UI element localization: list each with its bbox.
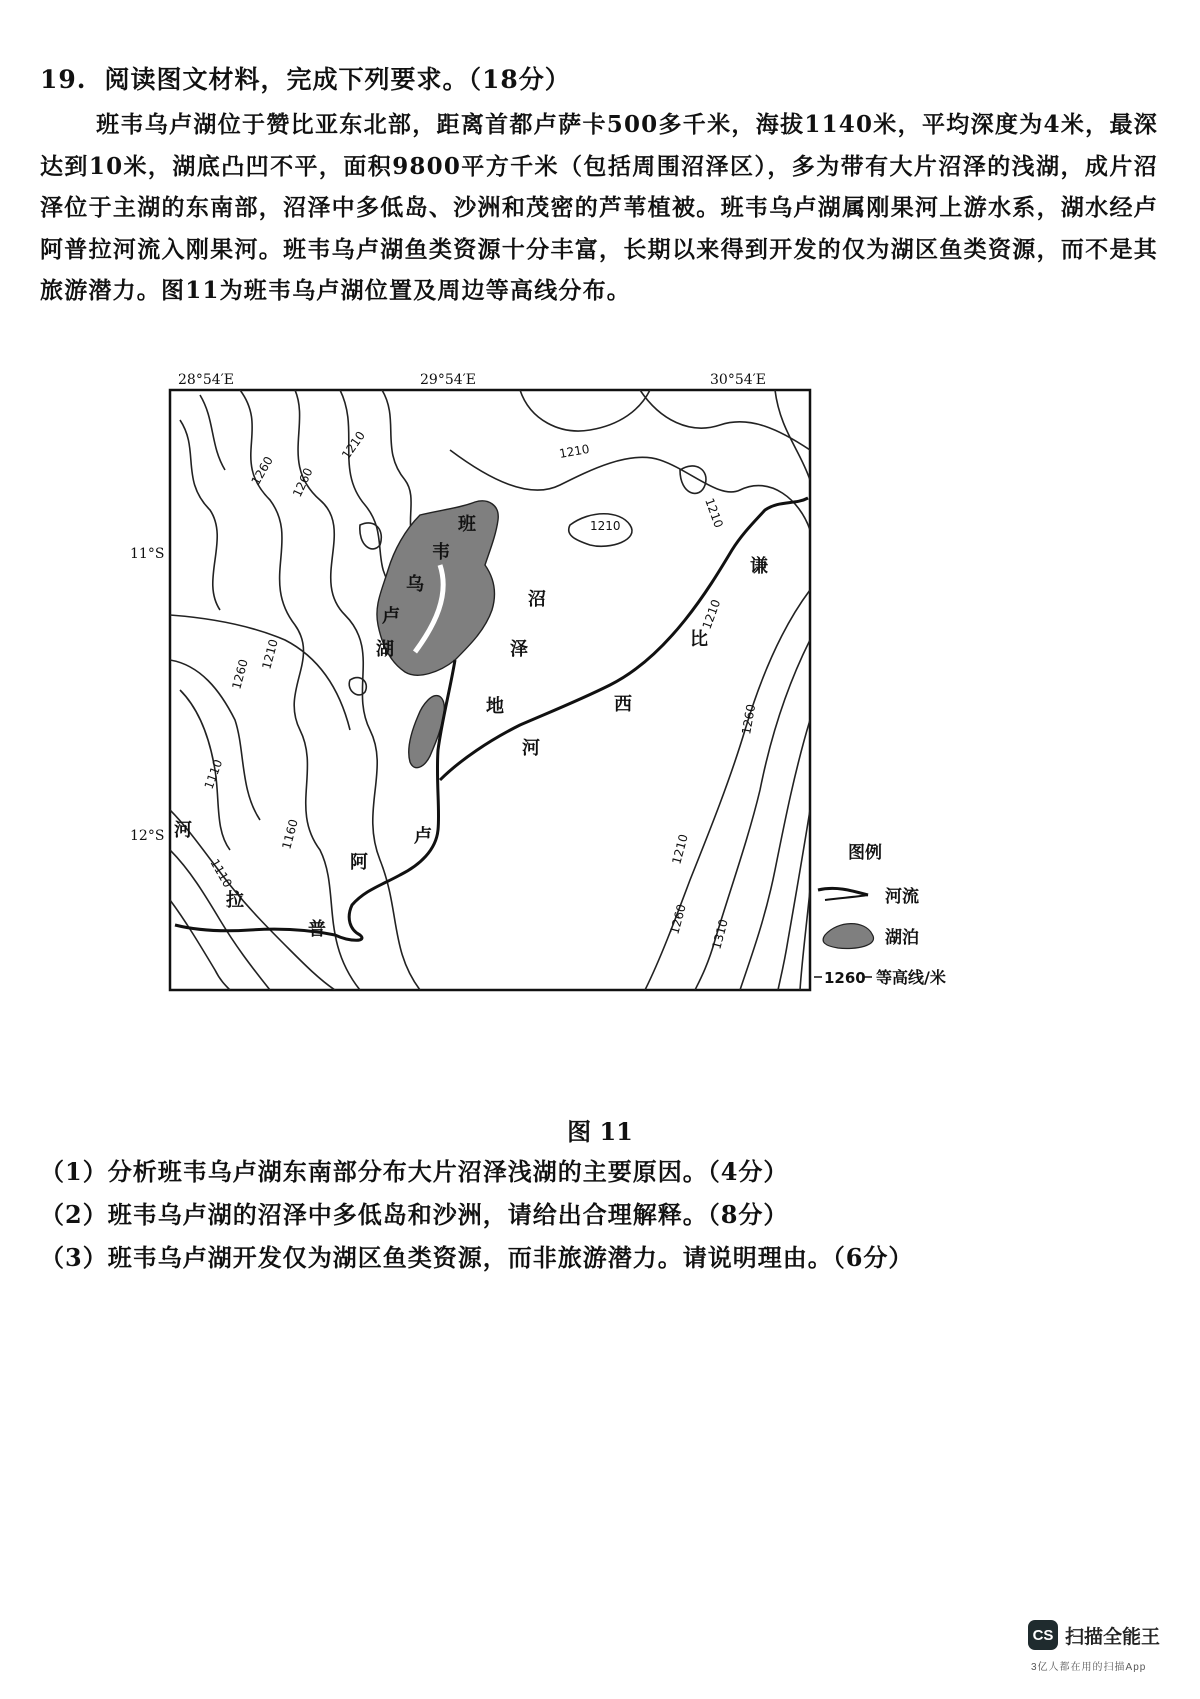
legend-river-symbol (825, 895, 868, 900)
luapula-river (175, 657, 455, 940)
lon-label: 29°54′E (420, 372, 477, 388)
chilambishi-river-label (522, 555, 768, 759)
contour-line (520, 390, 650, 431)
contour-line (170, 810, 335, 990)
map-svg (120, 372, 1180, 1090)
contour-line (170, 900, 230, 990)
river-char: 谦 (750, 556, 768, 577)
swamp-label (486, 589, 546, 717)
contour-value: 1210 (259, 637, 281, 671)
river-char: 普 (308, 919, 326, 940)
contour-value: 1210 (699, 597, 724, 632)
contour-value: 1160 (279, 817, 301, 851)
contour-line (778, 810, 810, 990)
contour-value: 1210 (558, 441, 591, 461)
contour-value: 1210 (590, 519, 621, 533)
lake-name-char: 韦 (432, 542, 450, 563)
lake-bangweulu (377, 501, 498, 675)
legend-contour-sample: 1260 (824, 969, 866, 987)
contour-value: 1310 (709, 917, 731, 951)
contour-value: 1260 (248, 454, 276, 488)
contour-value: 1110 (207, 856, 235, 890)
lakes (377, 501, 498, 768)
question-prompt: 阅读图文材料，完成下列要求。（18分） (104, 65, 571, 94)
sub-question-1: （1）分析班韦乌卢湖东南部分布大片沼泽浅湖的主要原因。（4分） (40, 1157, 789, 1186)
lat-label: 11°S (130, 546, 165, 562)
river-char: 比 (690, 629, 708, 650)
contour-value: 1210 (338, 428, 368, 462)
river-char: 拉 (226, 890, 244, 911)
scanner-app-badge (1028, 1620, 1178, 1680)
swamp-char: 沼 (528, 589, 546, 610)
river-char: 河 (174, 820, 192, 841)
contour-value: 1260 (290, 465, 316, 500)
swamp-char: 泽 (510, 639, 528, 660)
contour-line (775, 390, 810, 480)
sub-question-3: （3）班韦乌卢湖开发仅为湖区鱼类资源，而非旅游潜力。请说明理由。（6分） (40, 1243, 914, 1272)
question-number: 19. (40, 65, 87, 94)
contour-value: 1110 (201, 757, 226, 792)
contour-line (349, 678, 366, 695)
contour-line (800, 890, 810, 990)
contour-line (680, 466, 706, 493)
lake-name-char: 卢 (382, 606, 400, 627)
contour-lines (170, 390, 810, 990)
question-passage (40, 104, 1158, 312)
contour-line (180, 420, 220, 610)
lon-label: 30°54′E (710, 372, 767, 388)
legend-river-symbol (818, 888, 868, 895)
river-char: 西 (614, 694, 632, 715)
contour-value: 1260 (667, 902, 689, 936)
legend-title: 图例 (848, 843, 882, 863)
river-char: 河 (522, 738, 540, 759)
figure-caption: 图 11 (567, 1117, 633, 1146)
question-header (40, 60, 571, 96)
contour-line (740, 720, 810, 990)
map-legend (814, 842, 946, 987)
lon-label: 28°54′E (178, 372, 235, 388)
lake-name-char: 乌 (406, 574, 424, 595)
contour-line (640, 390, 810, 450)
rivers (175, 498, 808, 940)
lake-name-char: 班 (458, 514, 476, 535)
contour-value: 1210 (702, 496, 726, 530)
legend-lake-symbol (823, 924, 873, 949)
contour-line (340, 390, 395, 590)
contour-value: 1210 (669, 832, 691, 866)
map-frame (170, 390, 810, 990)
legend-river-label: 河流 (885, 887, 919, 907)
legend-lake-label: 湖泊 (885, 928, 919, 948)
lat-label: 12°S (130, 828, 165, 844)
scanner-logo-icon: CS (1028, 1620, 1058, 1650)
figure-11-map (120, 372, 1180, 1090)
contour-value: 1260 (739, 703, 759, 736)
sub-question-2: （2）班韦乌卢湖的沼泽中多低岛和沙洲，请给出合理解释。（8分） (40, 1200, 789, 1229)
scanner-tagline: 3亿人都在用的扫描App (1031, 1662, 1147, 1673)
lake-name-char: 湖 (376, 639, 394, 660)
legend-contour-label: 等高线/米 (876, 968, 946, 987)
contour-line (170, 657, 260, 820)
passage-text: 班韦乌卢湖位于赞比亚东北部，距离首都卢萨卡500多千米，海拔1140米，平均深度为4米，最深达到10米，湖底凸凹不平，面积9800平方千米（包括周围沼泽区），多为带有大片沼泽的浅湖，成片沼泽位于主湖的东南部，沼泽中多低岛、沙洲和茂密的芦苇植被。班韦乌卢湖属刚果河上游水系，湖水经卢阿普拉河流入刚果河。班韦乌卢湖鱼类资源十分丰富，长期以来得到开发的仅为湖区鱼类资源，而不是其旅游潜力。图11为班韦乌卢湖位置及周边等高线分布。 (40, 111, 1158, 304)
swamp-char: 地 (486, 696, 504, 717)
scanner-app-name: 扫描全能王 (1065, 1627, 1161, 1648)
river-char: 卢 (414, 826, 432, 847)
contour-value: 1260 (229, 657, 251, 691)
contour-line (200, 395, 225, 470)
river-char: 阿 (350, 852, 368, 873)
